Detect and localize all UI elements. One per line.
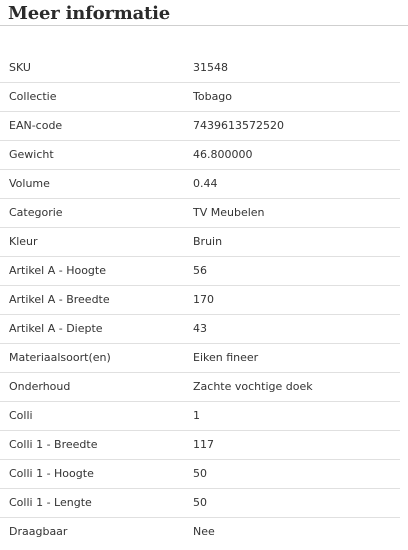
spec-value: 1 <box>193 401 400 430</box>
spec-row-colli-1-breedte <box>0 430 400 459</box>
spec-value: Tobago <box>193 82 400 111</box>
spec-label: Colli 1 - Lengte <box>0 488 193 517</box>
spec-row-kleur <box>0 227 400 256</box>
spec-label: Materiaalsoort(en) <box>0 343 193 372</box>
spec-label: Colli 1 - Breedte <box>0 430 193 459</box>
spec-row-materiaalsoort <box>0 343 400 372</box>
spec-label: Artikel A - Diepte <box>0 314 193 343</box>
spec-row-artikel-a-diepte <box>0 314 400 343</box>
spec-row-colli-1-hoogte <box>0 459 400 488</box>
spec-label: EAN-code <box>0 111 193 140</box>
spec-row-collectie <box>0 82 400 111</box>
spec-value: 7439613572520 <box>193 111 400 140</box>
spec-value: Nee <box>193 517 400 546</box>
spec-row-colli-1-lengte <box>0 488 400 517</box>
spec-label: Colli 1 - Hoogte <box>0 459 193 488</box>
section-title: Meer informatie <box>8 3 171 24</box>
spec-value: 31548 <box>193 60 228 74</box>
spec-row-ean-code <box>0 111 400 140</box>
spec-row-gewicht <box>0 140 400 169</box>
spec-label: Artikel A - Breedte <box>0 285 193 314</box>
spec-row-artikel-a-hoogte <box>0 256 400 285</box>
spec-value: 50 <box>193 459 400 488</box>
spec-label: SKU <box>9 60 31 74</box>
spec-value: Eiken fineer <box>193 343 400 372</box>
spec-label: Draagbaar <box>0 517 193 546</box>
spec-value: 46.800000 <box>193 140 400 169</box>
spec-label: Categorie <box>0 198 193 227</box>
title-divider <box>0 25 408 26</box>
spec-value: Zachte vochtige doek <box>193 372 400 401</box>
spec-value: 50 <box>193 488 400 517</box>
spec-row-artikel-a-breedte <box>0 285 400 314</box>
spec-row-categorie <box>0 198 400 227</box>
spec-label: Artikel A - Hoogte <box>0 256 193 285</box>
spec-label: Gewicht <box>0 140 193 169</box>
spec-label: Volume <box>0 169 193 198</box>
spec-row-sku <box>0 53 400 82</box>
specifications-table <box>0 53 400 546</box>
spec-row-volume <box>0 169 400 198</box>
spec-label: Kleur <box>0 227 193 256</box>
spec-value: 56 <box>193 256 400 285</box>
spec-value: 170 <box>193 285 400 314</box>
spec-value: TV Meubelen <box>193 198 400 227</box>
spec-label: Onderhoud <box>0 372 193 401</box>
spec-row-draagbaar <box>0 517 400 546</box>
spec-value: 43 <box>193 314 400 343</box>
spec-row-onderhoud <box>0 372 400 401</box>
spec-value: 0.44 <box>193 169 400 198</box>
spec-label: Collectie <box>0 82 193 111</box>
spec-value: 117 <box>193 430 400 459</box>
spec-label: Colli <box>0 401 193 430</box>
spec-value: Bruin <box>193 227 400 256</box>
spec-row-colli <box>0 401 400 430</box>
